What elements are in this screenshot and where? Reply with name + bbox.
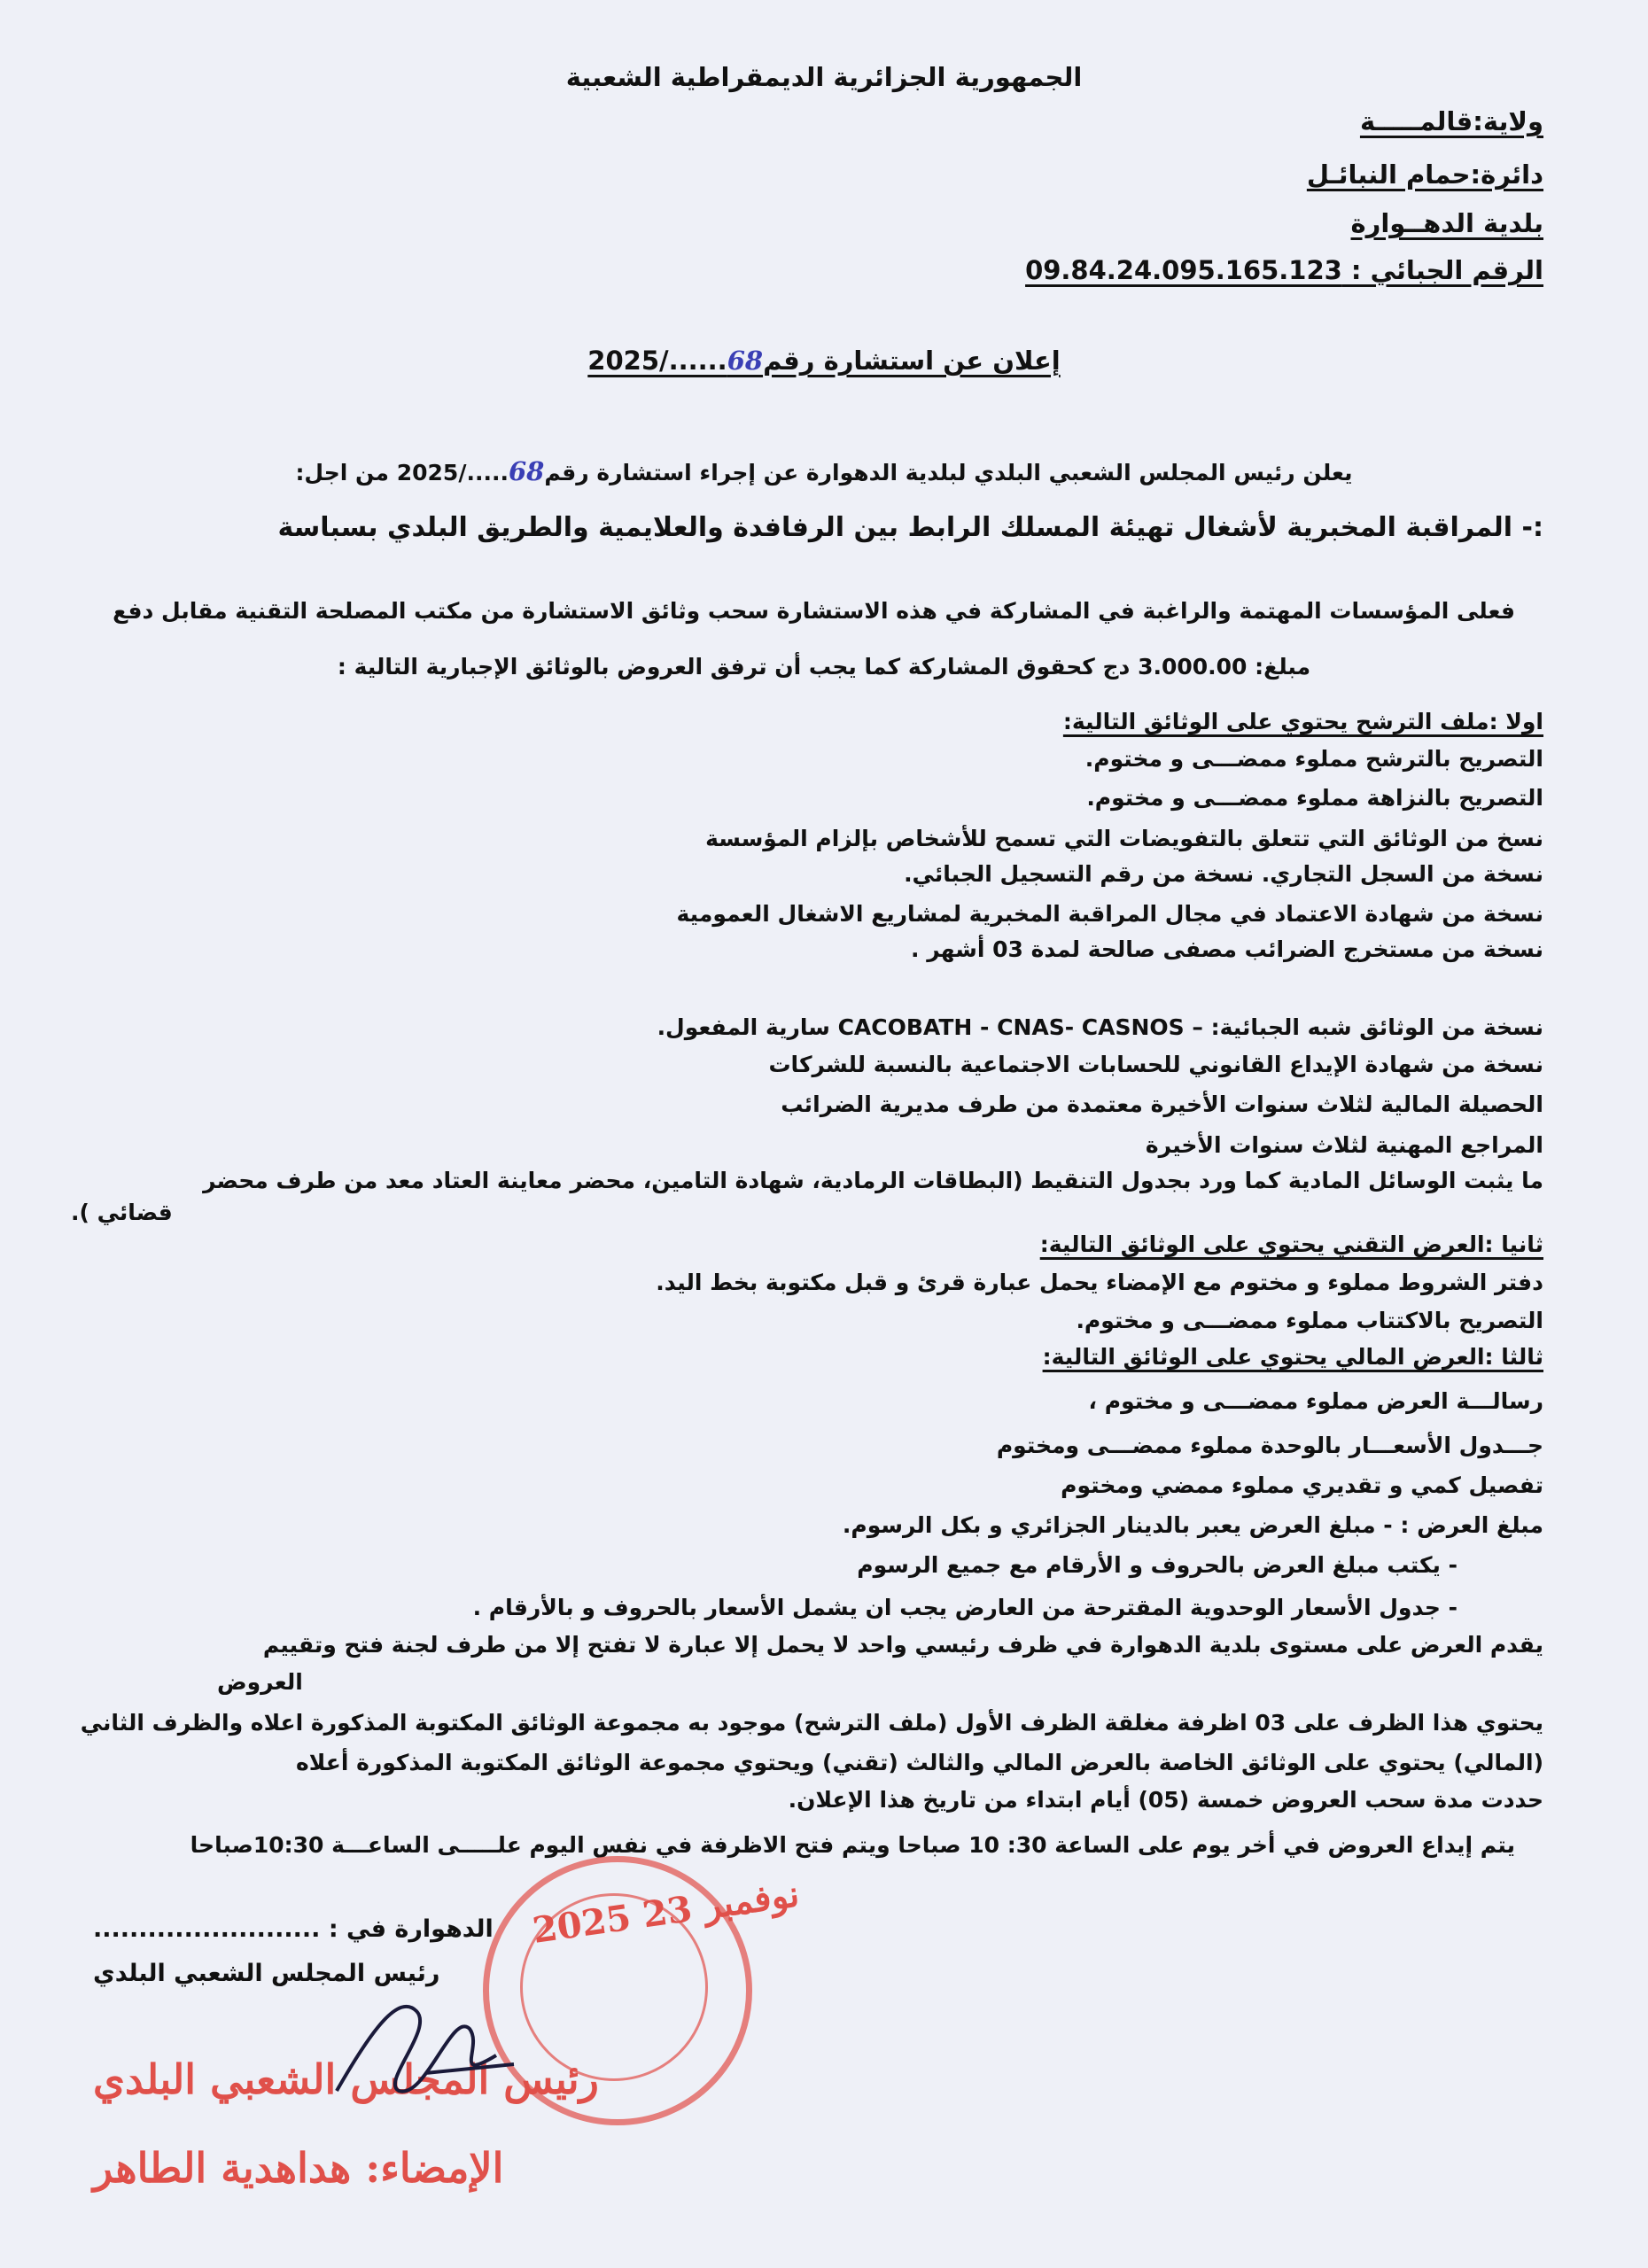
- intro-prefix: يعلن رئيس المجلس الشعبي البلدي لبلدية الدهوارة عن إجراء استشارة رقم: [544, 460, 1353, 485]
- subject: :- المراقبة المخبرية لأشغال تهيئة المسلك الرابط بين الرفافدة والعلايمية والطريق البلدي بسباسة: [277, 512, 1543, 543]
- section3-item: تفصيل كمي و تقديري مملوء ممضي ومختوم: [1061, 1472, 1543, 1498]
- section3-item: - جدول الأسعار الوحدوية المقترحة من العارض يجب ان يشمل الأسعار بالحروف و بالأرقام .: [472, 1595, 1458, 1620]
- submission-line: يتم إيداع العروض في أخر يوم على الساعة 30: 10 صباحا ويتم فتح الاظرفة في نفس اليوم علـــــى الساعـــة 10:30صباحا: [190, 1832, 1515, 1858]
- section3-item: رسالـــة العرض مملوء ممضـــى و مختوم ،: [1088, 1388, 1543, 1414]
- section1-item: التصريح بالترشح مملوء ممضـــى و مختوم.: [1084, 746, 1543, 772]
- intro-handwritten-number: 68: [508, 456, 545, 486]
- participation-line-2: مبلغ: 3.000.00 دج كحقوق المشاركة كما يجب أن ترفق العروض بالوثائق الإجبارية التالية :: [337, 654, 1311, 680]
- section3-item: - يكتب مبلغ العرض بالحروف و الأرقام مع جميع الرسوم: [857, 1552, 1458, 1578]
- wilaya: ولاية:قالمـــــة: [1359, 106, 1543, 136]
- section1-item-continued: قضائي ).: [71, 1200, 173, 1225]
- section2-item: التصريح بالاكتتاب مملوء ممضـــى و مختوم.: [1076, 1308, 1543, 1333]
- signature-icon: [319, 1976, 523, 2117]
- section1-item: المراجع المهنية لثلاث سنوات الأخيرة: [1145, 1132, 1543, 1158]
- stamp-title: رئيس المجلس الشعبي البلدي: [93, 2055, 599, 2103]
- section3-item: جـــدول الأسعـــار بالوحدة مملوء ممضـــى ومختوم: [996, 1433, 1543, 1458]
- daira: دائرة:حمام النبائـل: [1306, 159, 1543, 190]
- submission-line: (المالي) يحتوي على الوثائق الخاصة بالعرض المالي والثالث (تقني) ويحتوي مجموعة الوثائق المكتوبة المذكورة أعلاه: [296, 1750, 1543, 1775]
- submission-line: حددت مدة سحب العروض خمسة (05) أيام ابتداء من تاريخ هذا الإعلان.: [788, 1787, 1543, 1813]
- section1-item: نسخة من شهادة الإيداع القانوني للحسابات الاجتماعية بالنسبة للشركات: [768, 1052, 1543, 1077]
- section1-item: نسخ من الوثائق التي تتعلق بالتفويضات التي تسمح للأشخاص بإلزام المؤسسة: [705, 826, 1543, 851]
- submission-line: يقدم العرض على مستوى بلدية الدهوارة في ظرف رئيسي واحد لا يحمل إلا عبارة لا تفتح إلا من طرف لجنة فتح وتقييم: [262, 1632, 1543, 1658]
- section3-heading: ثالثا :العرض المالي يحتوي على الوثائق التالية:: [1042, 1344, 1543, 1370]
- section1-item: نسخة من شهادة الاعتماد في مجال المراقبة المخبرية لمشاريع الاشغال العمومية: [676, 901, 1543, 927]
- intro-line: [0, 456, 1648, 487]
- country-header: الجمهورية الجزائرية الديمقراطية الشعبية: [565, 62, 1083, 92]
- title-prefix: إعلان عن استشارة رقم: [763, 346, 1061, 376]
- intro-suffix: ...../2025 من اجل:: [295, 460, 509, 485]
- section1-heading: اولا :ملف الترشح يحتوي على الوثائق التالية:: [1062, 709, 1543, 734]
- section1-item: ما يثبت الوسائل المادية كما ورد بجدول التنقيط (البطاقات الرمادية، شهادة التامين، محضر معاينة العتاد معد من طرف محضر: [203, 1168, 1543, 1193]
- signatory-title: رئيس المجلس الشعبي البلدي: [93, 1960, 440, 1987]
- place-date: الدهوارة في : .........................: [93, 1915, 494, 1943]
- section2-heading: ثانيا :العرض التقني يحتوي على الوثائق التالية:: [1039, 1231, 1543, 1257]
- title-suffix: ....../2025: [587, 346, 727, 376]
- participation-line-1: فعلى المؤسسات المهتمة والراغبة في المشاركة في هذه الاستشارة سحب وثائق الاستشارة من مكتب المصلحة التقنية مقابل دفع: [113, 598, 1515, 624]
- stamp-name: الإمضاء: هداهدية الطاهر: [93, 2144, 504, 2192]
- handwritten-date: 2025 نوفمبر 23: [530, 1873, 802, 1952]
- section1-item: نسخة من الوثائق شبه الجبائية: – CACOBATH - CNAS- CASNOS سارية المفعول.: [657, 1014, 1543, 1040]
- submission-line: العروض: [217, 1669, 303, 1695]
- section1-item: نسخة من مستخرج الضرائب مصفى صالحة لمدة 03 أشهر .: [911, 936, 1543, 962]
- section1-item: الحصيلة المالية لثلاث سنوات الأخيرة معتمدة من طرف مديرية الضرائب: [781, 1091, 1543, 1117]
- section1-item: نسخة من السجل التجاري. نسخة من رقم التسجيل الجبائي.: [904, 861, 1543, 887]
- announcement-title: [0, 346, 1648, 377]
- commune: بلدية الدهــوارة: [1350, 208, 1543, 238]
- section2-item: دفتر الشروط مملوء و مختوم مع الإمضاء يحمل عبارة قرئ و قبل مكتوبة بخط اليد.: [656, 1270, 1543, 1295]
- tax-id: الرقم الجبائي : 09.84.24.095.165.123: [1025, 255, 1543, 285]
- section3-item: مبلغ العرض : - مبلغ العرض يعبر بالدينار الجزائري و بكل الرسوم.: [842, 1512, 1543, 1538]
- submission-line: يحتوي هذا الظرف على 03 اظرفة مغلقة الظرف الأول (ملف الترشح) موجود به مجموعة الوثائق المكتوبة المذكورة اعلاه والظرف الثاني: [80, 1710, 1543, 1736]
- title-handwritten-number: 68: [727, 346, 764, 376]
- section1-item: التصريح بالنزاهة مملوء ممضـــى و مختوم.: [1086, 785, 1543, 811]
